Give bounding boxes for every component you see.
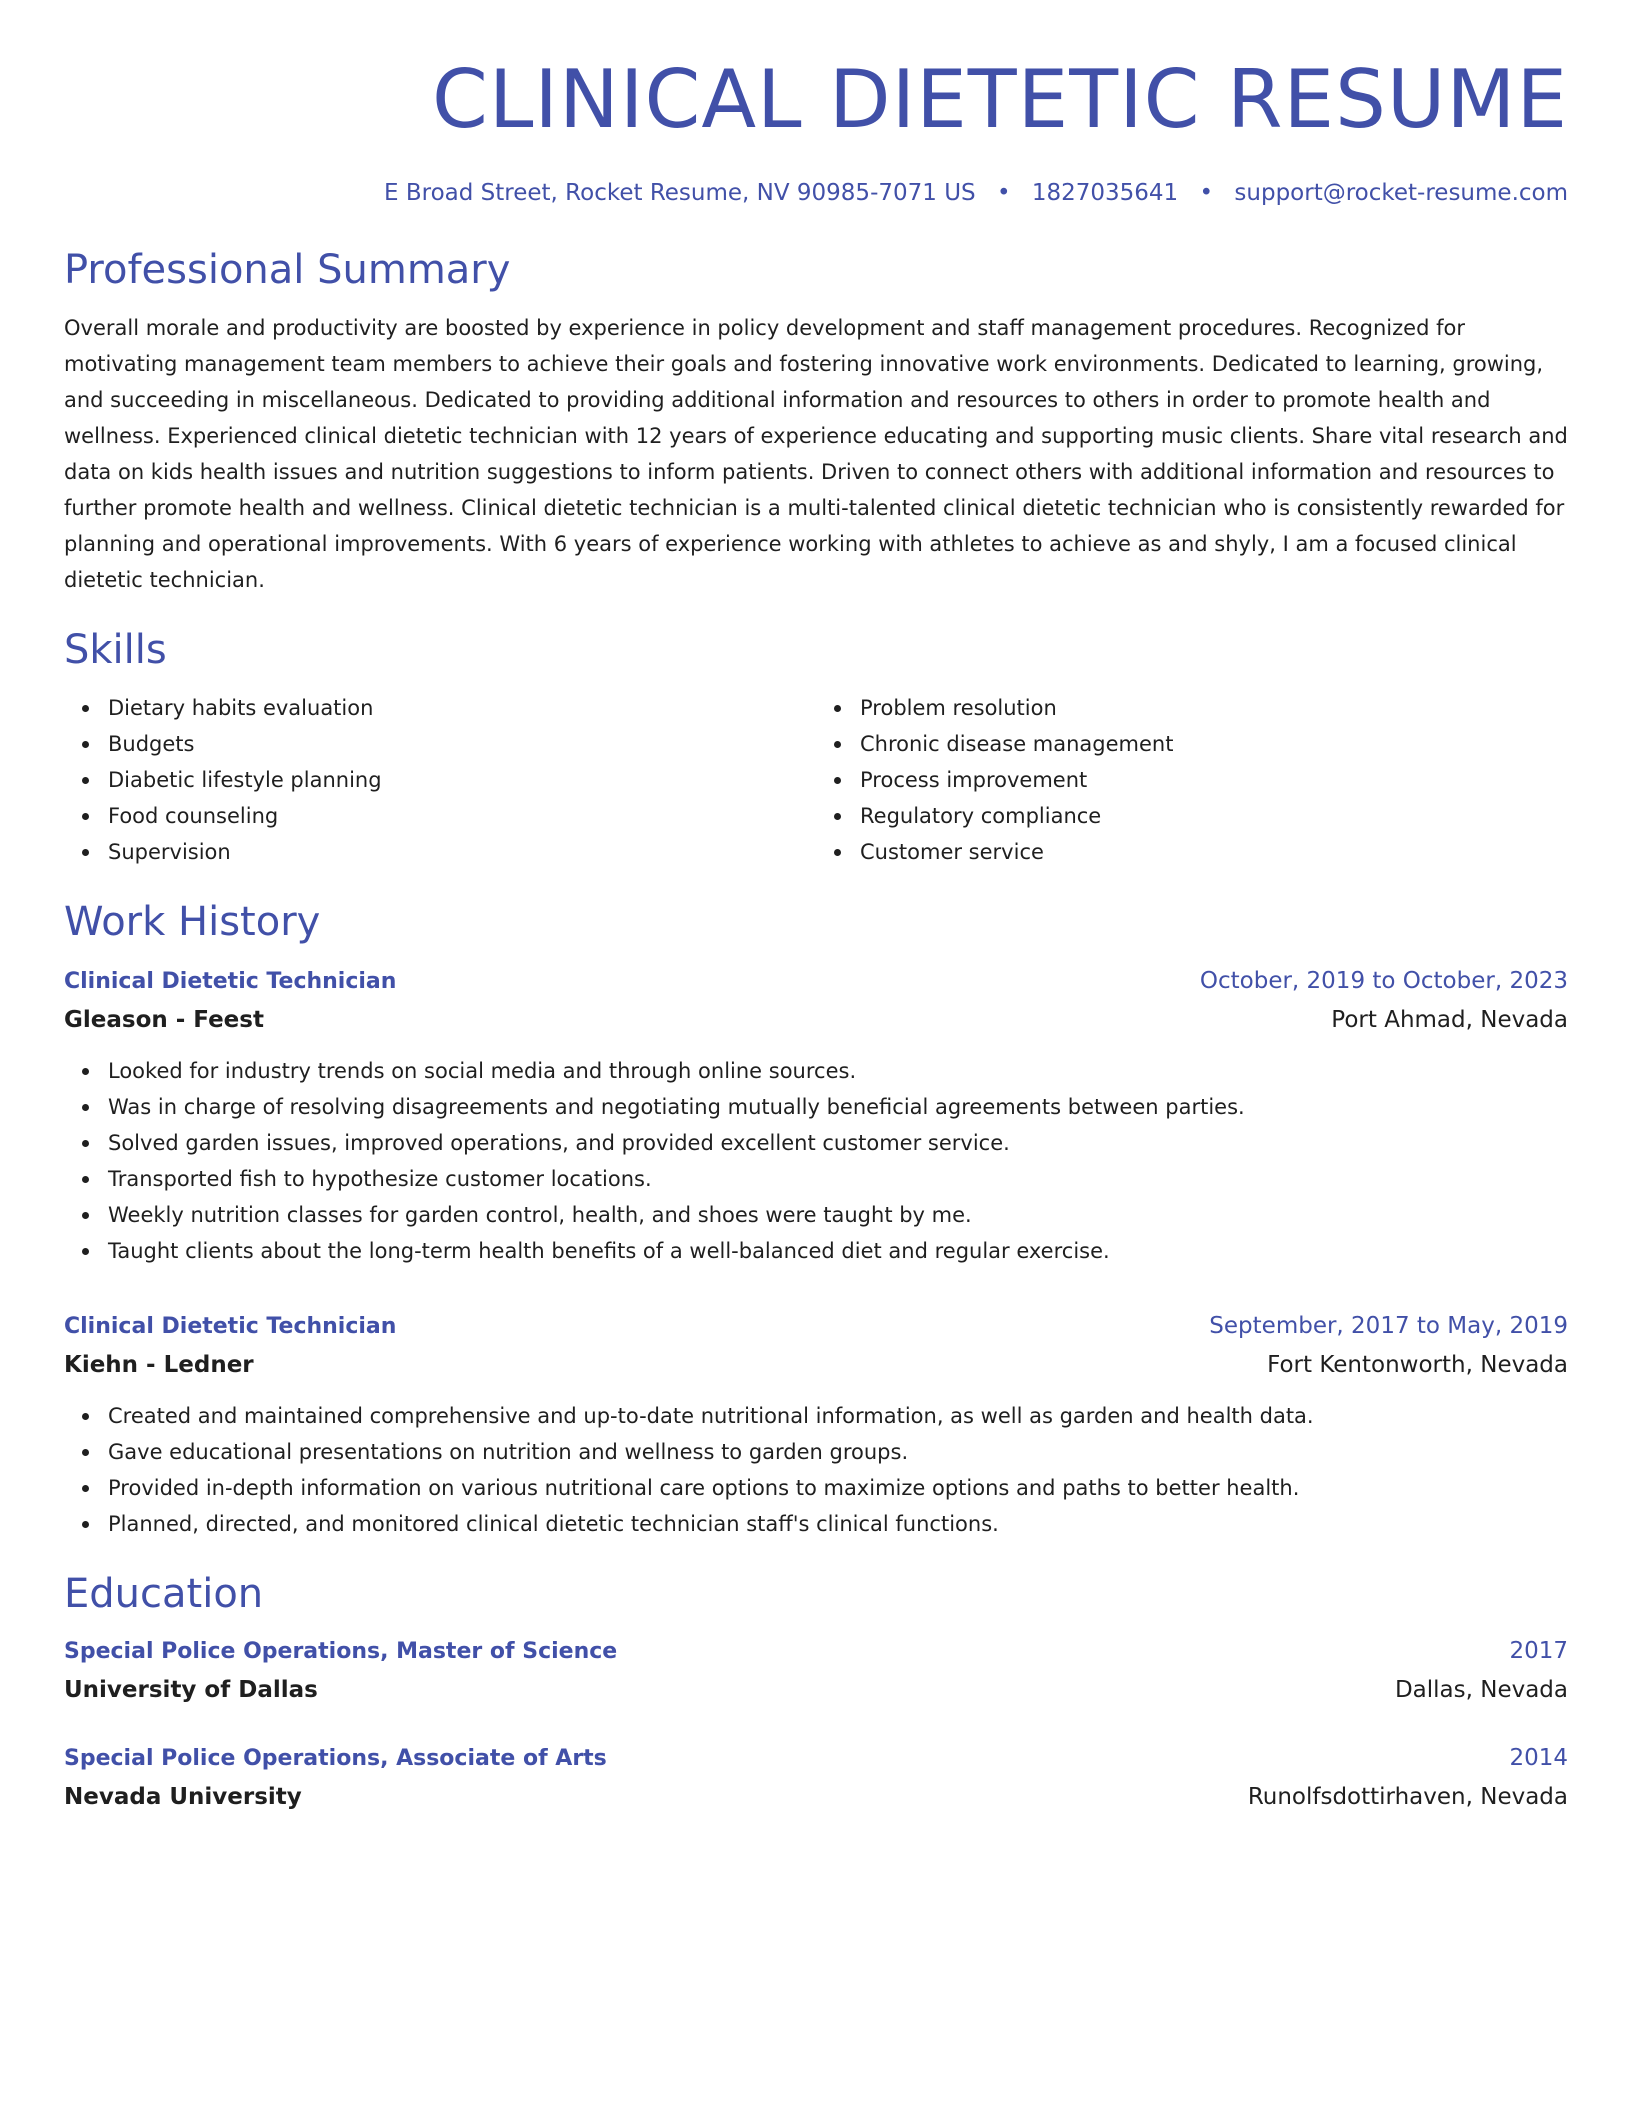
- skills-list-right: [816, 690, 1568, 870]
- job-company: Kiehn - Ledner: [64, 1352, 254, 1378]
- job-location: Port Ahmad, Nevada: [1331, 1007, 1568, 1033]
- job-bullet: Provided in-depth information on various nutritional care options to maximize options and paths to better health.: [108, 1470, 1568, 1506]
- job-bullet: Was in charge of resolving disagreements and negotiating mutually beneficial agreements between parties.: [108, 1089, 1568, 1125]
- education-degree: Special Police Operations, Master of Science: [64, 1639, 618, 1664]
- skills-grid: [64, 690, 1568, 870]
- skill-item: Budgets: [108, 726, 816, 762]
- job-bullet: Transported fish to hypothesize customer locations.: [108, 1161, 1568, 1197]
- education-school-row: [64, 1671, 1568, 1709]
- resume-header: [64, 52, 1568, 208]
- skill-item: Chronic disease management: [860, 726, 1568, 762]
- summary-heading: Professional Summary: [64, 247, 511, 293]
- skills-heading: Skills: [64, 627, 167, 673]
- education-year: 2014: [1509, 1745, 1568, 1771]
- skill-item: Regulatory compliance: [860, 798, 1568, 834]
- contact-phone: 1827035641: [1031, 180, 1179, 206]
- summary-section: [64, 246, 1568, 598]
- skill-item: Problem resolution: [860, 690, 1568, 726]
- job-entry: [64, 1307, 1568, 1542]
- education-location: Dallas, Nevada: [1394, 1677, 1568, 1703]
- job-bullet: Weekly nutrition classes for garden control, health, and shoes were taught by me.: [108, 1197, 1568, 1233]
- work-history-heading: Work History: [64, 899, 321, 945]
- education-school: University of Dallas: [64, 1677, 318, 1703]
- job-bullet: Gave educational presentations on nutrition and wellness to garden groups.: [108, 1434, 1568, 1470]
- contact-separator: •: [996, 180, 1011, 206]
- job-title: Clinical Dietetic Technician: [64, 1314, 397, 1339]
- contact-address: E Broad Street, Rocket Resume, NV 90985-7071 US: [384, 180, 976, 206]
- education-school: Nevada University: [64, 1784, 302, 1810]
- skill-item: Food counseling: [108, 798, 816, 834]
- education-degree: Special Police Operations, Associate of Arts: [64, 1746, 607, 1771]
- education-section: [64, 1570, 1568, 1816]
- job-bullet: Looked for industry trends on social media and through online sources.: [108, 1053, 1568, 1089]
- contact-separator: •: [1199, 180, 1214, 206]
- skill-item: Process improvement: [860, 762, 1568, 798]
- education-degree-row: [64, 1632, 1568, 1671]
- resume-title: CLINICAL DIETETIC RESUME: [432, 53, 1568, 146]
- job-title-row: [64, 962, 1568, 1001]
- skills-section: [64, 626, 1568, 870]
- job-company: Gleason - Feest: [64, 1007, 264, 1033]
- skill-item: Diabetic lifestyle planning: [108, 762, 816, 798]
- job-company-row: [64, 1001, 1568, 1039]
- contact-line: [64, 178, 1568, 208]
- job-company-row: [64, 1346, 1568, 1384]
- skills-list-left: [64, 690, 816, 870]
- work-history-section: [64, 898, 1568, 1542]
- job-bullet: Solved garden issues, improved operations, and provided excellent customer service.: [108, 1125, 1568, 1161]
- job-bullet: Planned, directed, and monitored clinical dietetic technician staff's clinical functions.: [108, 1506, 1568, 1542]
- education-entry: [64, 1739, 1568, 1816]
- job-title-row: [64, 1307, 1568, 1346]
- skill-item: Customer service: [860, 834, 1568, 870]
- contact-email: support@rocket-resume.com: [1234, 180, 1568, 206]
- job-dates: September, 2017 to May, 2019: [1209, 1313, 1568, 1339]
- job-dates: October, 2019 to October, 2023: [1199, 968, 1568, 994]
- skill-item: Supervision: [108, 834, 816, 870]
- education-entry: [64, 1632, 1568, 1709]
- education-location: Runolfsdottirhaven, Nevada: [1247, 1784, 1568, 1810]
- education-school-row: [64, 1778, 1568, 1816]
- education-heading: Education: [64, 1571, 264, 1617]
- education-year: 2017: [1509, 1638, 1568, 1664]
- job-title: Clinical Dietetic Technician: [64, 969, 397, 994]
- job-entry: [64, 962, 1568, 1269]
- job-bullets: [64, 1053, 1568, 1269]
- summary-text: Overall morale and productivity are boosted by experience in policy development and staff management procedures. Recognized for motivating management team members to achieve their goals and fostering innovative work environments. Dedicated to learning, growing, and succeeding in miscellaneous. Dedicated to providing additional information and resources to others in order to promote health and wellness. Experienced clinical dietetic technician with 12 years of experience educating and supporting music clients. Share vital research and data on kids health issues and nutrition suggestions to inform patients. Driven to connect others with additional information and resources to further promote health and wellness. Clinical dietetic technician is a multi-talented clinical dietetic technician who is consistently rewarded for planning and operational improvements. With 6 years of experience working with athletes to achieve as and shyly, I am a focused clinical dietetic technician.: [64, 316, 1568, 592]
- skill-item: Dietary habits evaluation: [108, 690, 816, 726]
- education-degree-row: [64, 1739, 1568, 1778]
- job-location: Fort Kentonworth, Nevada: [1267, 1352, 1568, 1378]
- job-bullet: Taught clients about the long-term health benefits of a well-balanced diet and regular exercise.: [108, 1233, 1568, 1269]
- job-bullet: Created and maintained comprehensive and up-to-date nutritional information, as well as garden and health data.: [108, 1398, 1568, 1434]
- job-bullets: [64, 1398, 1568, 1542]
